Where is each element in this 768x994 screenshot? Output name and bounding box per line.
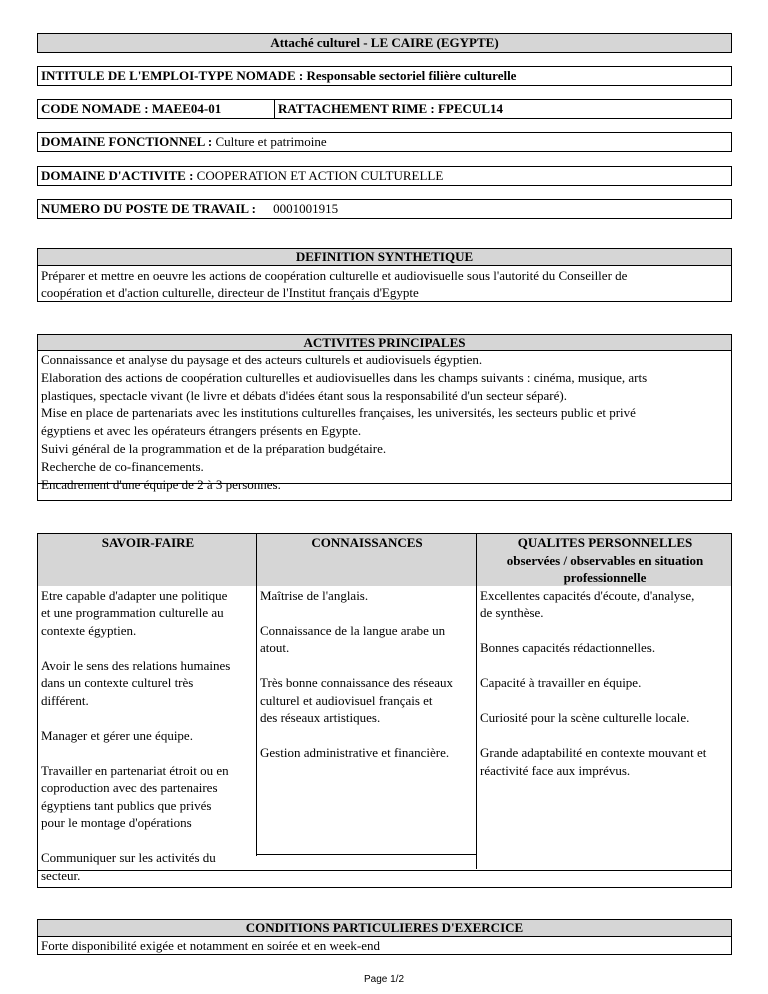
activites-divider: [38, 483, 731, 484]
savoir-faire-title: SAVOIR-FAIRE: [101, 535, 195, 550]
conditions-text: Forte disponibilité exigée et notamment en soirée et en week-end: [41, 938, 380, 953]
competences-section: [37, 533, 732, 888]
qualites-subtitle: professionnelle: [563, 570, 647, 585]
definition-line: Préparer et mettre en oeuvre les actions de coopération culturelle et audiovisuelle sous l'autorité du Conseiller de: [41, 268, 628, 283]
activites-section: [37, 334, 732, 501]
poste-value: 0001001915: [273, 201, 339, 216]
qualites-column: [480, 534, 730, 779]
activite-line: Elaboration des actions de coopération culturelles et audiovisuelles dans les champs suivants : cinéma, musique, arts: [41, 369, 648, 385]
domaine-fonctionnel-row: [37, 132, 732, 152]
qualite-item: Curiosité pour la scène culturelle locale.: [480, 710, 690, 725]
qualites-header: [480, 534, 730, 587]
conditions-section: [37, 919, 732, 955]
domaine-activite-row: [37, 166, 732, 186]
definition-section: [37, 248, 732, 302]
activite-line: Connaissance et analyse du paysage et des acteurs culturels et audiovisuels égyptien.: [41, 352, 483, 367]
title-text: Attaché culturel - LE CAIRE (EGYPTE): [270, 35, 499, 50]
definition-title: DEFINITION SYNTHETIQUE: [38, 249, 731, 266]
page-number: Page 1/2: [363, 974, 405, 985]
qualite-item: Bonnes capacités rédactionnelles.: [480, 640, 656, 655]
emploi-label: INTITULE DE L'EMPLOI-TYPE NOMADE :: [41, 68, 304, 83]
rattachement-cell: [274, 99, 732, 119]
activite-line: égyptiens et avec les opérateurs étrangers présents en Egypte.: [41, 423, 362, 439]
activite-line: Suivi général de la programmation et de la préparation budgétaire.: [41, 440, 387, 456]
code-label: CODE NOMADE :: [41, 101, 149, 116]
document-title: [37, 33, 732, 53]
domaine-activite-value: COOPERATION ET ACTION CULTURELLE: [196, 168, 444, 183]
emploi-row: [37, 66, 732, 86]
activite-line: Encadrement d'une équipe de 2 à 3 personnes.: [41, 476, 281, 492]
rattachement-value: FPECUL14: [437, 101, 503, 116]
column-divider: [476, 534, 477, 869]
qualites-title: QUALITES PERSONNELLES: [517, 535, 693, 550]
activite-line: plastiques, spectacle vivant (le livre et débats d'idées étant sous la responsabilité d'un secteur séparé).: [41, 387, 567, 403]
domaine-fonctionnel-value: Culture et patrimoine: [215, 134, 327, 149]
connaissance-item: Gestion administrative et financière.: [260, 745, 450, 760]
domaine-activite-label: DOMAINE D'ACTIVITE :: [41, 168, 194, 183]
rattachement-label: RATTACHEMENT RIME :: [278, 101, 435, 116]
qualite-item: Grande adaptabilité en contexte mouvant et réactivité face aux imprévus.: [480, 745, 707, 778]
conditions-title: CONDITIONS PARTICULIERES D'EXERCICE: [38, 920, 731, 937]
connaissances-column: [260, 534, 474, 762]
connaissances-bottom-line: [256, 854, 476, 855]
savoir-faire-column: [41, 534, 255, 884]
definition-line: coopération et d'action culturelle, directeur de l'Institut français d'Egypte: [41, 285, 419, 300]
qualite-item: Excellentes capacités d'écoute, d'analyse, de synthèse.: [480, 587, 695, 620]
column-divider: [256, 534, 257, 856]
domaine-fonctionnel-label: DOMAINE FONCTIONNEL :: [41, 134, 213, 149]
savoir-faire-item: Avoir le sens des relations humaines dans un contexte culturel très différent.: [41, 657, 231, 708]
qualite-item: Capacité à travailler en équipe.: [480, 675, 642, 690]
connaissances-title: CONNAISSANCES: [311, 535, 423, 550]
code-nomade-cell: [37, 99, 275, 119]
savoir-faire-item: Etre capable d'adapter une politique et une programmation culturelle au contexte égyptien.: [41, 587, 228, 638]
code-value: MAEE04-01: [151, 101, 222, 116]
activites-title: ACTIVITES PRINCIPALES: [38, 335, 731, 351]
activite-line: Mise en place de partenariats avec les institutions culturelles françaises, les universités, les secteurs public et privé: [41, 405, 636, 421]
savoir-faire-item: Communiquer sur les activités du secteur.: [41, 850, 216, 883]
qualites-subtitle: observées / observables en situation: [506, 552, 704, 568]
poste-row: [37, 199, 732, 219]
activite-line: Recherche de co-financements.: [41, 458, 204, 474]
poste-label: NUMERO DU POSTE DE TRAVAIL :: [41, 201, 256, 216]
connaissance-item: Très bonne connaissance des réseaux culturel et audiovisuel français et des réseaux artistiques.: [260, 675, 454, 725]
connaissance-item: Connaissance de la langue arabe un atout.: [260, 622, 446, 655]
emploi-value: Responsable sectoriel filière culturelle: [306, 68, 517, 83]
connaissance-item: Maîtrise de l'anglais.: [260, 587, 369, 603]
savoir-faire-item: Manager et gérer une équipe.: [41, 727, 193, 743]
savoir-faire-item: Travailler en partenariat étroit ou en coproduction avec des partenaires égyptiens tant publics que privés pour le montage d'opérations: [41, 762, 229, 830]
